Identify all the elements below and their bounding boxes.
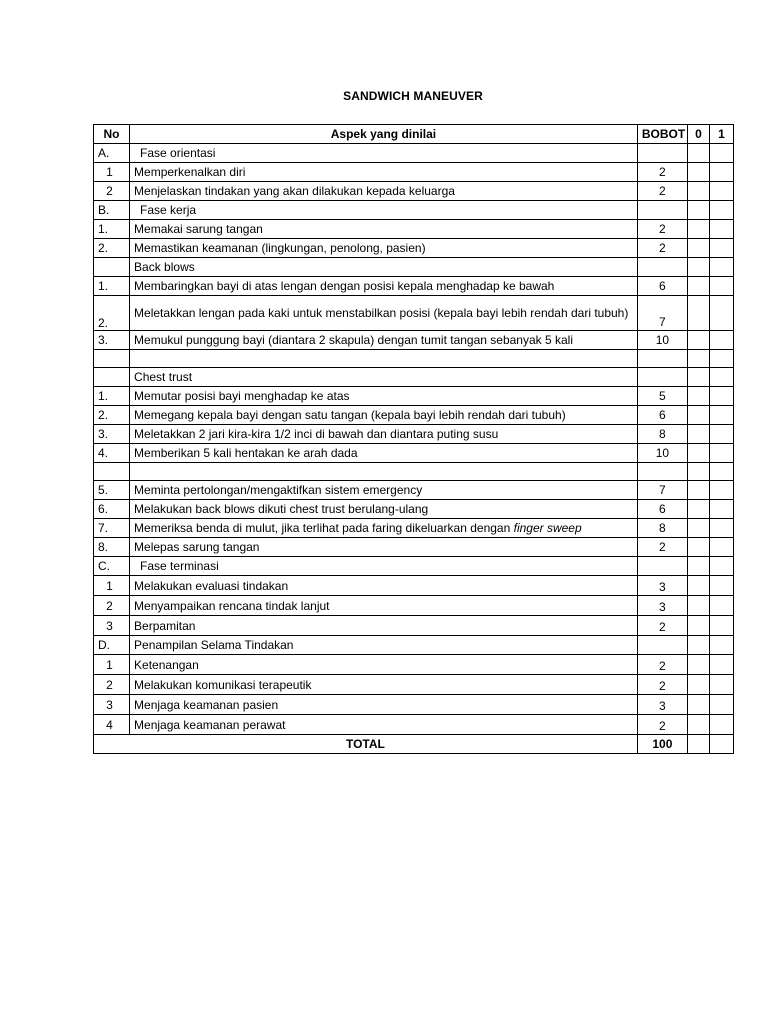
table-row [94, 296, 734, 331]
row-aspect: Memutar posisi bayi menghadap ke atas [130, 387, 638, 406]
score-one-cell[interactable] [709, 616, 733, 636]
table-row [94, 500, 734, 519]
row-bobot: 2 [637, 220, 687, 239]
row-number: 1. [94, 277, 130, 296]
row-number: 3 [94, 616, 130, 636]
row-bobot: 2 [637, 675, 687, 695]
row-number: 2. [94, 239, 130, 258]
row-bobot [637, 350, 687, 368]
row-aspect: Memakai sarung tangan [130, 220, 638, 239]
page-title: SANDWICH MANEUVER [343, 89, 483, 103]
score-one-cell[interactable] [709, 387, 733, 406]
row-bobot: 10 [637, 444, 687, 463]
row-number: 1. [94, 220, 130, 239]
row-number: 8. [94, 538, 130, 557]
row-aspect: Menyampaikan rencana tindak lanjut [130, 596, 638, 616]
score-one-cell[interactable] [709, 296, 733, 331]
score-one-cell[interactable] [709, 655, 733, 675]
score-one-cell[interactable] [709, 331, 733, 350]
row-bobot [637, 368, 687, 387]
row-number: 3. [94, 331, 130, 350]
section-title: Fase kerja [130, 201, 638, 220]
score-zero-cell[interactable] [687, 387, 709, 406]
score-zero-cell[interactable] [687, 425, 709, 444]
table-row [94, 331, 734, 350]
row-aspect: Meletakkan lengan pada kaki untuk menstabilkan posisi (kepala bayi lebih rendah dari tubuh) [130, 296, 638, 331]
row-bobot: 2 [637, 538, 687, 557]
row-bobot [637, 258, 687, 277]
row-bobot: 3 [637, 695, 687, 715]
row-bobot: 3 [637, 576, 687, 596]
subsection-row [94, 258, 734, 277]
row-bobot: 8 [637, 519, 687, 538]
row-aspect-text: Memeriksa benda di mulut, jika terlihat pada faring dikeluarkan dengan [134, 521, 514, 535]
row-aspect: Menjelaskan tindakan yang akan dilakukan kepada keluarga [130, 182, 638, 201]
score-one-cell[interactable] [709, 277, 733, 296]
row-bobot [637, 636, 687, 655]
score-one-cell[interactable] [709, 239, 733, 258]
table-row [94, 163, 734, 182]
score-one-cell[interactable] [709, 163, 733, 182]
section-row [94, 201, 734, 220]
row-bobot: 6 [637, 406, 687, 425]
table-row [94, 444, 734, 463]
row-aspect: Membaringkan bayi di atas lengan dengan posisi kepala menghadap ke bawah [130, 277, 638, 296]
section-row [94, 636, 734, 655]
row-number: 2 [94, 182, 130, 201]
score-zero-cell[interactable] [687, 675, 709, 695]
table-row [94, 220, 734, 239]
row-number: 7. [94, 519, 130, 538]
total-row [94, 735, 734, 754]
row-bobot: 6 [637, 277, 687, 296]
score-one-cell[interactable] [709, 538, 733, 557]
table-row [94, 675, 734, 695]
score-zero-cell[interactable] [687, 715, 709, 735]
row-aspect [130, 350, 638, 368]
score-one-cell[interactable] [709, 576, 733, 596]
header-bobot: BOBOT [637, 125, 687, 144]
row-bobot: 7 [637, 481, 687, 500]
table-row [94, 695, 734, 715]
row-number [94, 350, 130, 368]
section-title: Penampilan Selama Tindakan [130, 636, 638, 655]
score-one-cell[interactable] [709, 406, 733, 425]
row-bobot [637, 557, 687, 576]
row-aspect: Memegang kepala bayi dengan satu tangan (kepala bayi lebih rendah dari tubuh) [130, 406, 638, 425]
score-one-cell[interactable] [709, 201, 733, 220]
row-aspect: Berpamitan [130, 616, 638, 636]
blank-row [94, 463, 734, 481]
row-number [94, 368, 130, 387]
row-bobot: 2 [637, 182, 687, 201]
table-row [94, 277, 734, 296]
score-zero-cell[interactable] [687, 735, 709, 754]
row-bobot: 5 [637, 387, 687, 406]
score-one-cell[interactable] [709, 444, 733, 463]
score-zero-cell[interactable] [687, 368, 709, 387]
score-zero-cell[interactable] [687, 296, 709, 331]
score-one-cell[interactable] [709, 368, 733, 387]
row-aspect: Menjaga keamanan pasien [130, 695, 638, 715]
row-bobot: 2 [637, 239, 687, 258]
row-bobot [637, 201, 687, 220]
table-row [94, 616, 734, 636]
row-bobot: 2 [637, 655, 687, 675]
score-one-cell[interactable] [709, 695, 733, 715]
score-zero-cell[interactable] [687, 258, 709, 277]
table-row [94, 655, 734, 675]
header-score-one: 1 [709, 125, 733, 144]
score-one-cell[interactable] [709, 500, 733, 519]
score-zero-cell[interactable] [687, 444, 709, 463]
total-bobot: 100 [637, 735, 687, 754]
row-number [94, 258, 130, 277]
section-row [94, 557, 734, 576]
row-aspect: Meletakkan 2 jari kira-kira 1/2 inci di bawah dan diantara puting susu [130, 425, 638, 444]
score-one-cell[interactable] [709, 220, 733, 239]
row-number [94, 463, 130, 481]
score-zero-cell[interactable] [687, 144, 709, 163]
score-one-cell[interactable] [709, 557, 733, 576]
row-aspect: Melakukan komunikasi terapeutik [130, 675, 638, 695]
score-zero-cell[interactable] [687, 557, 709, 576]
table-row [94, 387, 734, 406]
row-bobot: 8 [637, 425, 687, 444]
row-number: 4. [94, 444, 130, 463]
section-row [94, 144, 734, 163]
total-label: TOTAL [94, 735, 638, 754]
score-one-cell[interactable] [709, 144, 733, 163]
table-row [94, 182, 734, 201]
row-aspect: Memukul punggung bayi (diantara 2 skapula) dengan tumit tangan sebanyak 5 kali [130, 331, 638, 350]
table-row [94, 425, 734, 444]
row-aspect [130, 519, 638, 538]
table-row [94, 406, 734, 425]
row-bobot: 6 [637, 500, 687, 519]
header-no: No [94, 125, 130, 144]
row-number: 1. [94, 387, 130, 406]
score-zero-cell[interactable] [687, 331, 709, 350]
header-score-zero: 0 [687, 125, 709, 144]
row-aspect: Menjaga keamanan perawat [130, 715, 638, 735]
score-zero-cell[interactable] [687, 695, 709, 715]
score-zero-cell[interactable] [687, 655, 709, 675]
score-zero-cell[interactable] [687, 500, 709, 519]
row-aspect: Melakukan back blows dikuti chest trust berulang-ulang [130, 500, 638, 519]
header-aspect: Aspek yang dinilai [130, 125, 638, 144]
row-bobot: 2 [637, 163, 687, 182]
subsection-title: Back blows [130, 258, 638, 277]
score-zero-cell[interactable] [687, 182, 709, 201]
section-title: Fase terminasi [130, 557, 638, 576]
score-zero-cell[interactable] [687, 463, 709, 481]
row-number: 1 [94, 655, 130, 675]
row-number: 2. [94, 296, 130, 331]
table-row [94, 481, 734, 500]
blank-row [94, 350, 734, 368]
subsection-title: Chest trust [130, 368, 638, 387]
score-one-cell[interactable] [709, 519, 733, 538]
table-row [94, 715, 734, 735]
row-number: 2 [94, 675, 130, 695]
row-number: C. [94, 557, 130, 576]
row-number: 3. [94, 425, 130, 444]
row-aspect [130, 463, 638, 481]
score-one-cell[interactable] [709, 481, 733, 500]
row-number: 2 [94, 596, 130, 616]
score-zero-cell[interactable] [687, 220, 709, 239]
score-zero-cell[interactable] [687, 239, 709, 258]
row-number: 2. [94, 406, 130, 425]
score-one-cell[interactable] [709, 675, 733, 695]
score-one-cell[interactable] [709, 350, 733, 368]
row-bobot [637, 144, 687, 163]
subsection-row [94, 368, 734, 387]
score-zero-cell[interactable] [687, 201, 709, 220]
row-bobot: 7 [637, 296, 687, 331]
row-number: A. [94, 144, 130, 163]
row-bobot: 3 [637, 596, 687, 616]
row-aspect: Ketenangan [130, 655, 638, 675]
row-bobot [637, 463, 687, 481]
row-bobot: 10 [637, 331, 687, 350]
row-bobot: 2 [637, 715, 687, 735]
row-number: 1 [94, 576, 130, 596]
score-one-cell[interactable] [709, 258, 733, 277]
score-one-cell[interactable] [709, 636, 733, 655]
score-zero-cell[interactable] [687, 636, 709, 655]
score-zero-cell[interactable] [687, 350, 709, 368]
row-aspect: Melepas sarung tangan [130, 538, 638, 557]
score-one-cell[interactable] [709, 596, 733, 616]
table-header-row [94, 125, 734, 144]
score-zero-cell[interactable] [687, 616, 709, 636]
score-zero-cell[interactable] [687, 596, 709, 616]
row-number: 1 [94, 163, 130, 182]
score-one-cell[interactable] [709, 715, 733, 735]
row-aspect: Meminta pertolongan/mengaktifkan sistem emergency [130, 481, 638, 500]
row-number: 6. [94, 500, 130, 519]
row-number: 5. [94, 481, 130, 500]
table-row [94, 519, 734, 538]
score-zero-cell[interactable] [687, 538, 709, 557]
row-aspect: Memperkenalkan diri [130, 163, 638, 182]
row-number: 3 [94, 695, 130, 715]
row-number: 4 [94, 715, 130, 735]
table-row [94, 538, 734, 557]
row-number: B. [94, 201, 130, 220]
row-aspect: Memastikan keamanan (lingkungan, penolong, pasien) [130, 239, 638, 258]
score-zero-cell[interactable] [687, 481, 709, 500]
score-zero-cell[interactable] [687, 519, 709, 538]
score-zero-cell[interactable] [687, 163, 709, 182]
score-one-cell[interactable] [709, 182, 733, 201]
table-row [94, 239, 734, 258]
row-aspect-italic: finger sweep [513, 521, 582, 535]
score-one-cell[interactable] [709, 425, 733, 444]
table-row [94, 576, 734, 596]
score-one-cell[interactable] [709, 735, 733, 754]
row-aspect: Melakukan evaluasi tindakan [130, 576, 638, 596]
row-aspect: Memberikan 5 kali hentakan ke arah dada [130, 444, 638, 463]
score-zero-cell[interactable] [687, 576, 709, 596]
score-zero-cell[interactable] [687, 406, 709, 425]
assessment-table [93, 124, 734, 754]
table-row [94, 596, 734, 616]
score-zero-cell[interactable] [687, 277, 709, 296]
score-one-cell[interactable] [709, 463, 733, 481]
row-bobot: 2 [637, 616, 687, 636]
section-title: Fase orientasi [130, 144, 638, 163]
row-number: D. [94, 636, 130, 655]
